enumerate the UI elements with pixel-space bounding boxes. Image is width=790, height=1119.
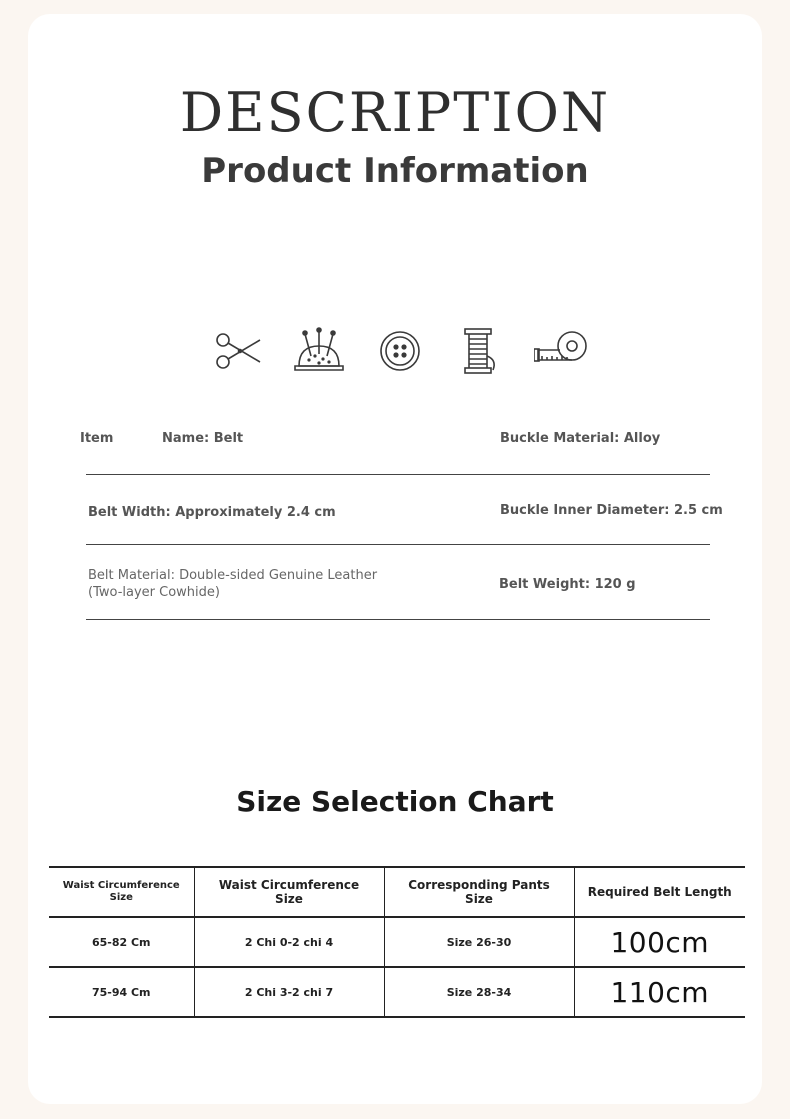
name-value: Name: Belt: [162, 431, 244, 446]
belt-weight: Belt Weight: 120 g: [499, 577, 636, 592]
table-row: [49, 917, 745, 967]
belt-width: Belt Width: Approximately 2.4 cm: [88, 505, 336, 520]
header-waist-size-chi: Waist Circumference Size: [194, 867, 384, 917]
belt-material-line2: (Two-layer Cowhide): [88, 585, 220, 600]
buckle-inner-diameter: Buckle Inner Diameter: 2.5 cm: [500, 503, 723, 518]
belt-material-line1: Belt Material: Double-sided Genuine Leather: [88, 568, 378, 583]
button-icon: [372, 326, 428, 376]
cell-waist-cm: 75-94 Cm: [49, 967, 194, 1017]
pincushion-icon: [291, 326, 347, 376]
cell-pants-size: Size 26-30: [384, 917, 574, 967]
buckle-material: Buckle Material: Alloy: [500, 431, 661, 446]
sewing-icons-row: [210, 325, 590, 377]
cell-waist-chi: 2 Chi 0-2 chi 4: [194, 917, 384, 967]
scissors-icon: [210, 326, 266, 376]
divider: [86, 474, 710, 475]
size-chart-title: Size Selection Chart: [236, 785, 554, 818]
divider: [86, 544, 710, 545]
cell-belt-length: 110cm: [574, 967, 745, 1017]
page-subtitle: Product Information: [201, 151, 589, 191]
size-table-header: [49, 867, 745, 917]
header-pants-size: Corresponding Pants Size: [384, 867, 574, 917]
belt-material: [88, 567, 377, 601]
thread-spool-icon: [453, 326, 509, 376]
cell-pants-size: Size 28-34: [384, 967, 574, 1017]
cell-belt-length: 100cm: [574, 917, 745, 967]
cell-waist-cm: 65-82 Cm: [49, 917, 194, 967]
table-row: [49, 967, 745, 1017]
tape-measure-icon: [534, 326, 590, 376]
header-belt-length: Required Belt Length: [574, 867, 745, 917]
item-label: Item: [80, 431, 114, 446]
header-waist-size: Waist Circumference Size: [49, 867, 194, 917]
size-table: [49, 866, 745, 1018]
page-title: DESCRIPTION: [179, 81, 611, 144]
cell-waist-chi: 2 Chi 3-2 chi 7: [194, 967, 384, 1017]
divider: [86, 619, 710, 620]
